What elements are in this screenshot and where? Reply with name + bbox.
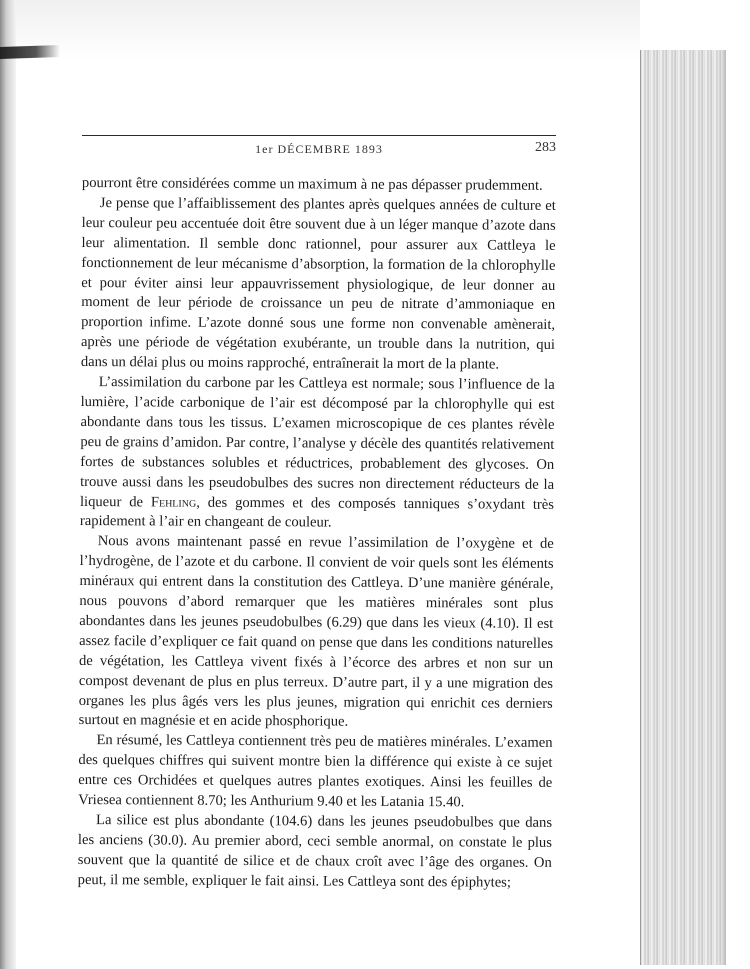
page-edges [640, 50, 727, 965]
paragraph-3-text-after: , des gommes et des composés tanniques s’oxydant très rapidement à l’air en changeant de couleur. [79, 494, 555, 531]
top-shadow [0, 0, 640, 60]
left-binding-shadow [0, 0, 16, 969]
outer-margin [726, 0, 750, 969]
running-head: 1er DÉCEMBRE 1893 [255, 142, 383, 156]
corner-mark [0, 45, 60, 59]
paragraph-5: En résumé, les Cattleya contiennent très peu de matières minérales. L’examen des quelques chiffres qui suivent montre bien la différence qui existe à ce sujet entre ces Orchidées et quelques autres plantes exotiques. Ainsi les feuilles de Vriesea contiennent 8.70; les Anthurium 9.40 et les Latania 15.40. [78, 732, 553, 811]
paragraph-3 [80, 373, 555, 535]
paragraph-6: La silice est plus abondante (104.6) dans les jeunes pseudobulbes que dans les anciens (30.0). Au premier abord, ceci semble anormal, on constate le plus souvent que la quantité de silice et de chaux croît avec l’âge des organes. On peut, il me semble, expliquer le fait ainsi. Les Cattleya sont des épiphytes; [77, 812, 553, 891]
paragraph-1: pourront être considérées comme un maximum à ne pas dépasser prudemment. [81, 174, 543, 194]
paragraph-4: Nous avons maintenant passé en revue l’assimilation de l’oxygène et de l’hydrogène, de l’azote et du carbone. Il convient de voir quels sont les éléments minéraux qui entrent dans la constitution des Cattleya. D’une manière générale, nous pouvons d’abord remarquer que les matières minérales sont plus abondantes dans les jeunes pseudobulbes (6.29) que dans les vieux (4.10). Il est assez facile d’expliquer ce fait quand on pense que dans les conditions naturelles de végétation, les Cattleya vivent fixés à l’écorce des arbres et non sur un compost devenant de plus en plus terreux. D’autre part, il y a une migration des organes les plus âgés vers les plus jeunes, migration qui enrichit ces derniers surtout en magnésie et en acide phosphorique. [78, 533, 554, 731]
page-header [82, 135, 556, 160]
author-name-fehling: Fehling [150, 493, 197, 511]
page-number: 283 [535, 140, 556, 155]
body-text [78, 174, 556, 894]
paragraph-3-text-before: L’assimilation du carbone par les Cattleya est normale; sous l’influence de la lumière, l’acide carbonique de l’air est décomposé par la chlorophylle qui est abondante dans tous les tissus. L’examen microscopique de ces plantes révèle peu de grains d’amidon. Par contre, l’analyse y décèle des quantités relativement fortes de substances solubles et réductrices, probablement des glycoses. On trouve aussi dans les pseudobulbes des sucres non directement réducteurs de la liqueur de [79, 374, 555, 510]
paragraph-2: Je pense que l’affaiblissement des plantes après quelques années de culture et leur couleur peu accentuée doit être souvent due à un léger manque d’azote dans leur alimentation. Il semble donc rationnel, pour assurer aux Cattleya le fonctionnement de leur mécanisme d’absorption, la formation de la chlorophylle et pour éviter ainsi leur appauvrissement physiologique, de leur donner au moment de leur période de croissance un peu de nitrate d’ammoniaque en proportion infime. L’azote donné sous une forme non convenable amènerait, après une période de végétation exubérante, un trouble dans la nutrition, qui dans un délai plus ou moins rapproché, entraînerait la mort de la plante. [80, 195, 556, 373]
